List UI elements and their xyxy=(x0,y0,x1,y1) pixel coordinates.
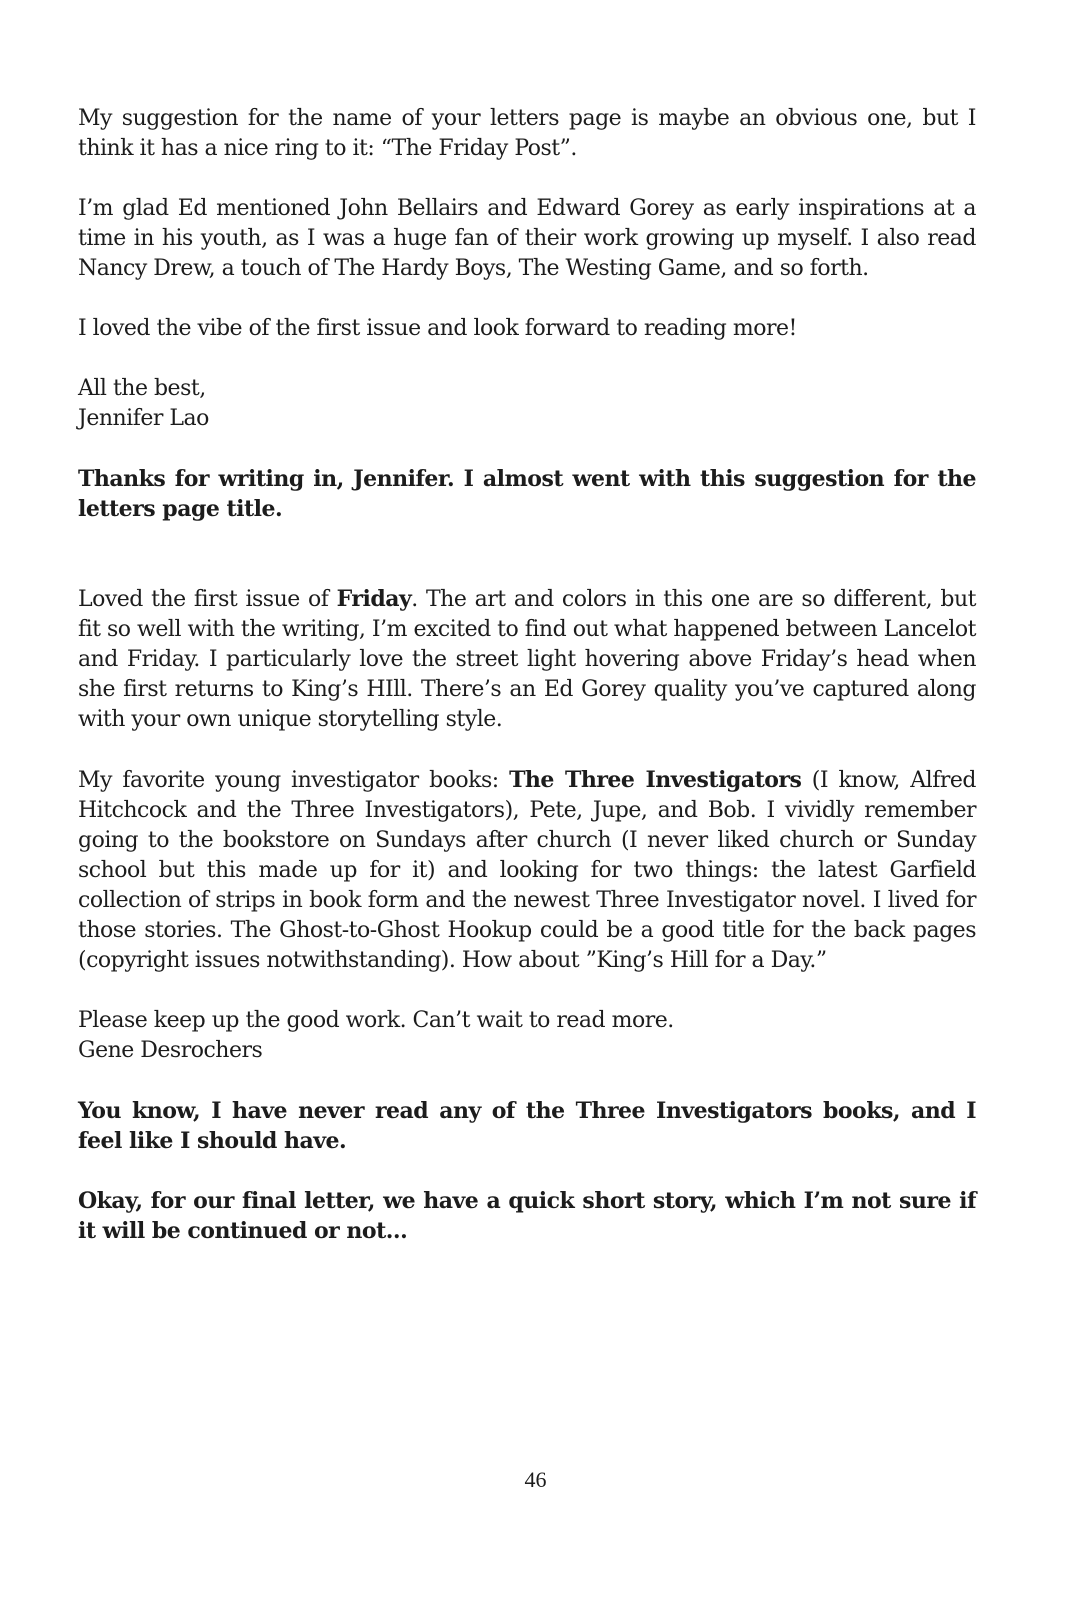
text-run: Loved the first issue of xyxy=(78,587,337,612)
book-title: Friday xyxy=(336,586,412,612)
letter-closing xyxy=(78,374,976,434)
signature: Jennifer Lao xyxy=(78,406,209,431)
editor-reply: Thanks for writing in, Jennifer. I almost went with this suggestion for the letters page title. xyxy=(78,466,976,522)
text-run: My favorite young investigator books: xyxy=(78,768,510,793)
editor-reply: Okay, for our final letter, we have a quick short story, which I’m not sure if it will be continued or not… xyxy=(78,1188,976,1244)
letter-paragraph xyxy=(78,584,976,735)
book-title: The Three Investigators xyxy=(509,767,802,793)
letter-paragraph: I’m glad Ed mentioned John Bellairs and Edward Gorey as early inspirations at a time in his youth, as I was a huge fan of their work growing up myself. I also read Nancy Drew, a touch of The Hardy Boys, The Westing Game, and so forth. xyxy=(78,196,976,281)
letter-paragraph: My suggestion for the name of your letters page is maybe an obvious one, but I think it has a nice ring to it: “The Friday Post”. xyxy=(78,106,976,161)
text-run: . The art and colors in this one are so different, but fit so well with the writing, I’m excited to find out what happened between Lancelot and Friday. I particularly love the street light hovering above Friday’s head when she first returns to King’s HIll. There’s an Ed Gorey quality you’ve captured along with your own unique storytelling style. xyxy=(78,587,976,732)
closing-line: Please keep up the good work. Can’t wait to read more. xyxy=(78,1008,674,1033)
letter-closing xyxy=(78,1006,976,1066)
letters-column xyxy=(78,104,976,1276)
signoff: All the best, xyxy=(78,376,206,401)
letter-jennifer-lao xyxy=(78,104,976,524)
letter-paragraph: I loved the vibe of the first issue and look forward to reading more! xyxy=(78,316,797,341)
page-number: 46 xyxy=(524,1467,547,1492)
editor-reply: You know, I have never read any of the Three Investigators books, and I feel like I should have. xyxy=(78,1098,976,1154)
letter-paragraph xyxy=(78,765,976,976)
letter-gene-desrochers xyxy=(78,584,976,1246)
letter-separator xyxy=(78,554,976,584)
signature: Gene Desrochers xyxy=(78,1038,263,1063)
text-run: (I know, Alfred Hitchcock and the Three Investigators), Pete, Jupe, and Bob. I vividly remember going to the bookstore on Sundays after church (I never liked church or Sunday school but this made up for it) and looking for two things: the latest Garfield collection of strips in book form and the newest Three Investigator novel. I lived for those stories. The Ghost-to-Ghost Hookup could be a good title for the back pages (copyright issues notwithstanding). How about ”King’s Hill for a Day.” xyxy=(78,768,976,973)
